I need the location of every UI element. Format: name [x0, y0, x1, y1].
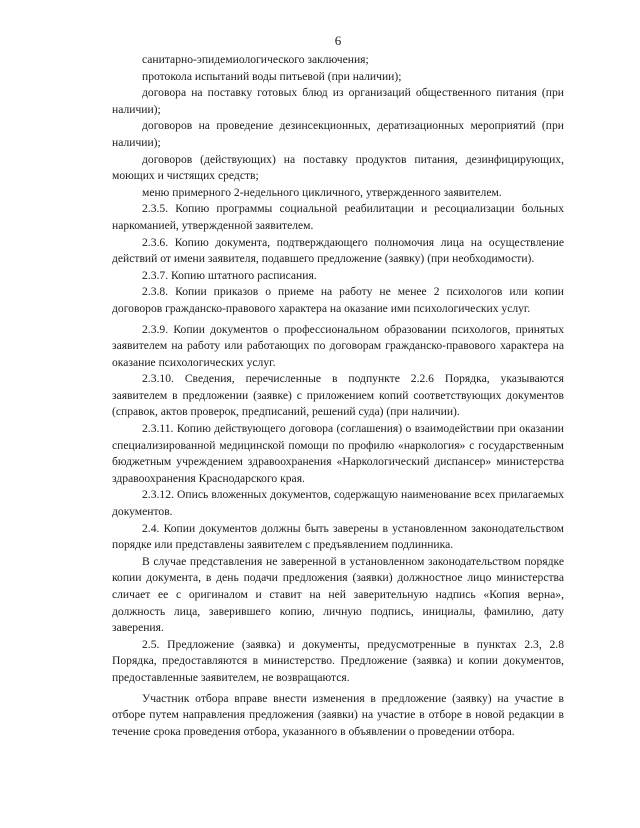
paragraph-2-3-11: 2.3.11. Копию действующего договора (соглашения) о взаимодействии при оказании специализированной медицинской помощи по профилю «наркология» с государственным бюджетным учреждением здравоохранения «Наркологический диспансер» министерства здравоохранения Краснодарского края.	[112, 422, 564, 485]
paragraph-sanitary-conclusion: санитарно-эпидемиологического заключения;	[142, 53, 369, 66]
page-number: 6	[334, 33, 342, 48]
paragraph-2-3-7: 2.3.7. Копию штатного расписания.	[142, 268, 317, 282]
paragraph-2-3-8: 2.3.8. Копии приказов о приеме на работу не менее 2 психологов или копии договоров гражданско-правового характера на оказание ими психологических услуг.	[112, 285, 564, 315]
document-body	[112, 52, 564, 740]
paragraph-copy-certification: В случае представления не заверенной в установленном законодательством порядке копии документа, в день подачи предложения (заявки) должностное лицо министерства сличает ее с оригиналом и ставит на ней заверительную надпись «Копия верна», должность лица, заверившего копию, личную подпись, инициалы, фамилию, дату заверения.	[112, 554, 564, 635]
paragraph-participant-changes: Участник отбора вправе внести изменения в предложение (заявку) на участие в отборе путем направления предложения (заявки) на участие в отборе в новой редакции в течение срока проведения отбора, указанного в объявлении о проведении отбора.	[112, 691, 564, 738]
paragraph-2-3-12: 2.3.12. Опись вложенных документов, содержащую наименование всех прилагаемых документов.	[112, 488, 564, 519]
paragraph-2-3-9: 2.3.9. Копии документов о профессиональном образовании психологов, принятых заявителем на работу или работающих по договорам гражданско-правового характера на оказание психологических услуг.	[112, 322, 564, 369]
paragraph-2-3-6: 2.3.6. Копию документа, подтверждающего полномочия лица на осуществление действий от имени заявителя, подавшего предложение (заявку) (при необходимости).	[112, 235, 564, 266]
paragraph-2-4: 2.4. Копии документов должны быть заверены в установленном законодательством порядке или представлены заявителем с предъявлением подлинника.	[112, 521, 564, 552]
document-page	[112, 0, 564, 828]
paragraph-2-3-5: 2.3.5. Копию программы социальной реабилитации и ресоциализации больных наркоманией, утвержденной заявителем.	[112, 202, 564, 232]
paragraph-2-3-10: 2.3.10. Сведения, перечисленные в подпункте 2.2.6 Порядка, указываются заявителем в предложении (заявке) с приложением копий соответствующих документов (справок, актов проверок, предписаний, решений суда) (при наличии).	[112, 372, 564, 419]
paragraph-food-supply-contracts: договоров (действующих) на поставку продуктов питания, дезинфицирующих, моющих и чистящих средств;	[112, 152, 564, 183]
paragraph-water-test-protocol: протокола испытаний воды питьевой (при наличии);	[142, 69, 402, 83]
paragraph-disinsection-contracts: договоров на проведение дезинсекционных, дератизационных мероприятий (при наличии);	[112, 119, 564, 149]
paragraph-menu: меню примерного 2-недельного цикличного, утвержденного заявителем.	[142, 185, 502, 199]
paragraph-2-5: 2.5. Предложение (заявка) и документы, предусмотренные в пунктах 2.3, 2.8 Порядка, предоставляются в министерство. Предложение (заявка) и копии документов, предоставленные заявителем, не возвращаются.	[112, 637, 564, 684]
paragraph-meals-contract: договора на поставку готовых блюд из организаций общественного питания (при наличии);	[112, 86, 564, 116]
